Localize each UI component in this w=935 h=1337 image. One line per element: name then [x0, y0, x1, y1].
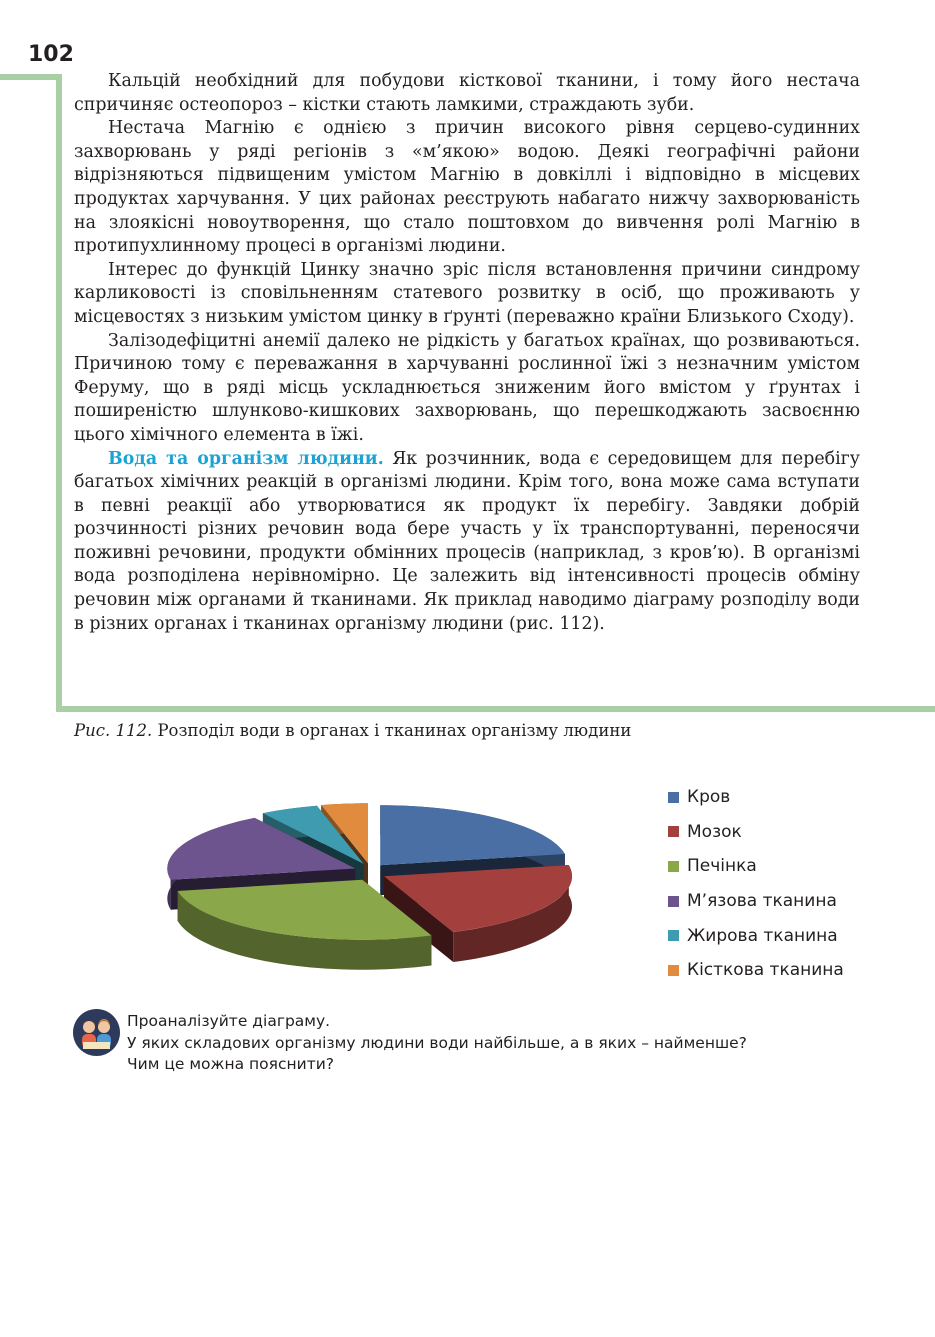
legend-label: Кісткова тканина [687, 960, 844, 981]
section-heading: Вода та організм людини. [108, 448, 384, 469]
legend-item [668, 815, 844, 850]
legend-label: Жирова тканина [687, 925, 838, 946]
paragraph: Нестача Магнію є однією з причин високого рівня серцево-судинних захворювань у ряді регіонів з «м’якою» водою. Деякі географічні райони відрізняються підвищеним умістом Магнію в довкіллі і відповідно в місцевих продуктах харчування. У цих районах реєструють набагато нижчу захворюваність на злоякісні новоутворення, що стало поштовхом до вивчення ролі Магнію в протипухлинному процесі в організмі людини. [74, 118, 860, 257]
question-line: Чим це можна пояснити? [127, 1055, 335, 1073]
question-line: Проаналізуйте діаграму. [127, 1012, 331, 1030]
paragraph: Кальцій необхідний для побудови кісткової тканини, і тому його нестача спричиняє остеопороз – кістки стають ламкими, страждають зуби. [74, 71, 860, 115]
question-block [127, 1011, 747, 1076]
section-paragraph [74, 448, 860, 637]
legend-swatch [668, 965, 679, 976]
legend-swatch [668, 896, 679, 907]
legend-item [668, 953, 844, 988]
paragraph: Інтерес до функцій Цинку значно зріс після встановлення причини синдрому карликовості із сповільненням статевого розвитку в осіб, що проживають у місцевостях з низьким умістом цинку в ґрунті (переважно країни Близького Сходу). [74, 259, 860, 327]
frame-top-border [0, 74, 62, 80]
page-number: 102 [28, 42, 74, 67]
legend-swatch [668, 930, 679, 941]
question-line: У яких складових організму людини води найбільше, а в яких – найменше? [127, 1033, 747, 1052]
frame-bottom-border [56, 706, 935, 712]
students-icon [73, 1009, 120, 1056]
figure-label: Рис. 112. [74, 721, 153, 740]
pie-chart [160, 790, 600, 990]
legend-label: Мозок [687, 821, 742, 842]
figure-caption [74, 721, 631, 740]
legend-swatch [668, 792, 679, 803]
figure-caption-text: Розподіл води в органах і тканинах організму людини [152, 721, 632, 740]
legend-swatch [668, 826, 679, 837]
legend-label: Кров [687, 787, 731, 808]
section-text: Як розчинник, вода є середовищем для перебігу багатьох хімічних реакцій в організмі людини. Крім того, вона може сама вступати в певні реакції або утворюватися як продукт їх перебігу. Завдяки добрій розчинності різних речовин вода бере участь у їх транспортуванні, переносячи поживні речовини, продукти обмінних процесів (наприклад, з кров’ю). В організмі вода розподілена нерівномірно. Це залежить від інтенсивності процесів обміну речовин між органами й тканинами. Як приклад наводимо діаграму розподілу води в різних органах і тканинах організму людини (рис. 112). [74, 448, 860, 634]
main-text [74, 70, 860, 636]
paragraph: Залізодефіцитні анемії далеко не рідкість у багатьох країнах, що розвиваються. Причиною тому є переважання в харчуванні рослинної їжі з незначним умістом Феруму, що в ряді місць ускладнюється зниженим його вмістом у ґрунтах і поширеністю шлунково-кишкових захворювань, що перешкоджають засвоєнню цього хімічного елемента в їжі. [74, 330, 860, 445]
frame-left-border [56, 74, 62, 712]
legend-item [668, 884, 844, 919]
legend-swatch [668, 861, 679, 872]
legend-item [668, 918, 844, 953]
chart-legend [668, 780, 844, 988]
legend-label: Печінка [687, 856, 757, 877]
legend-item [668, 780, 844, 815]
legend-item [668, 849, 844, 884]
legend-label: М’язова тканина [687, 891, 837, 912]
